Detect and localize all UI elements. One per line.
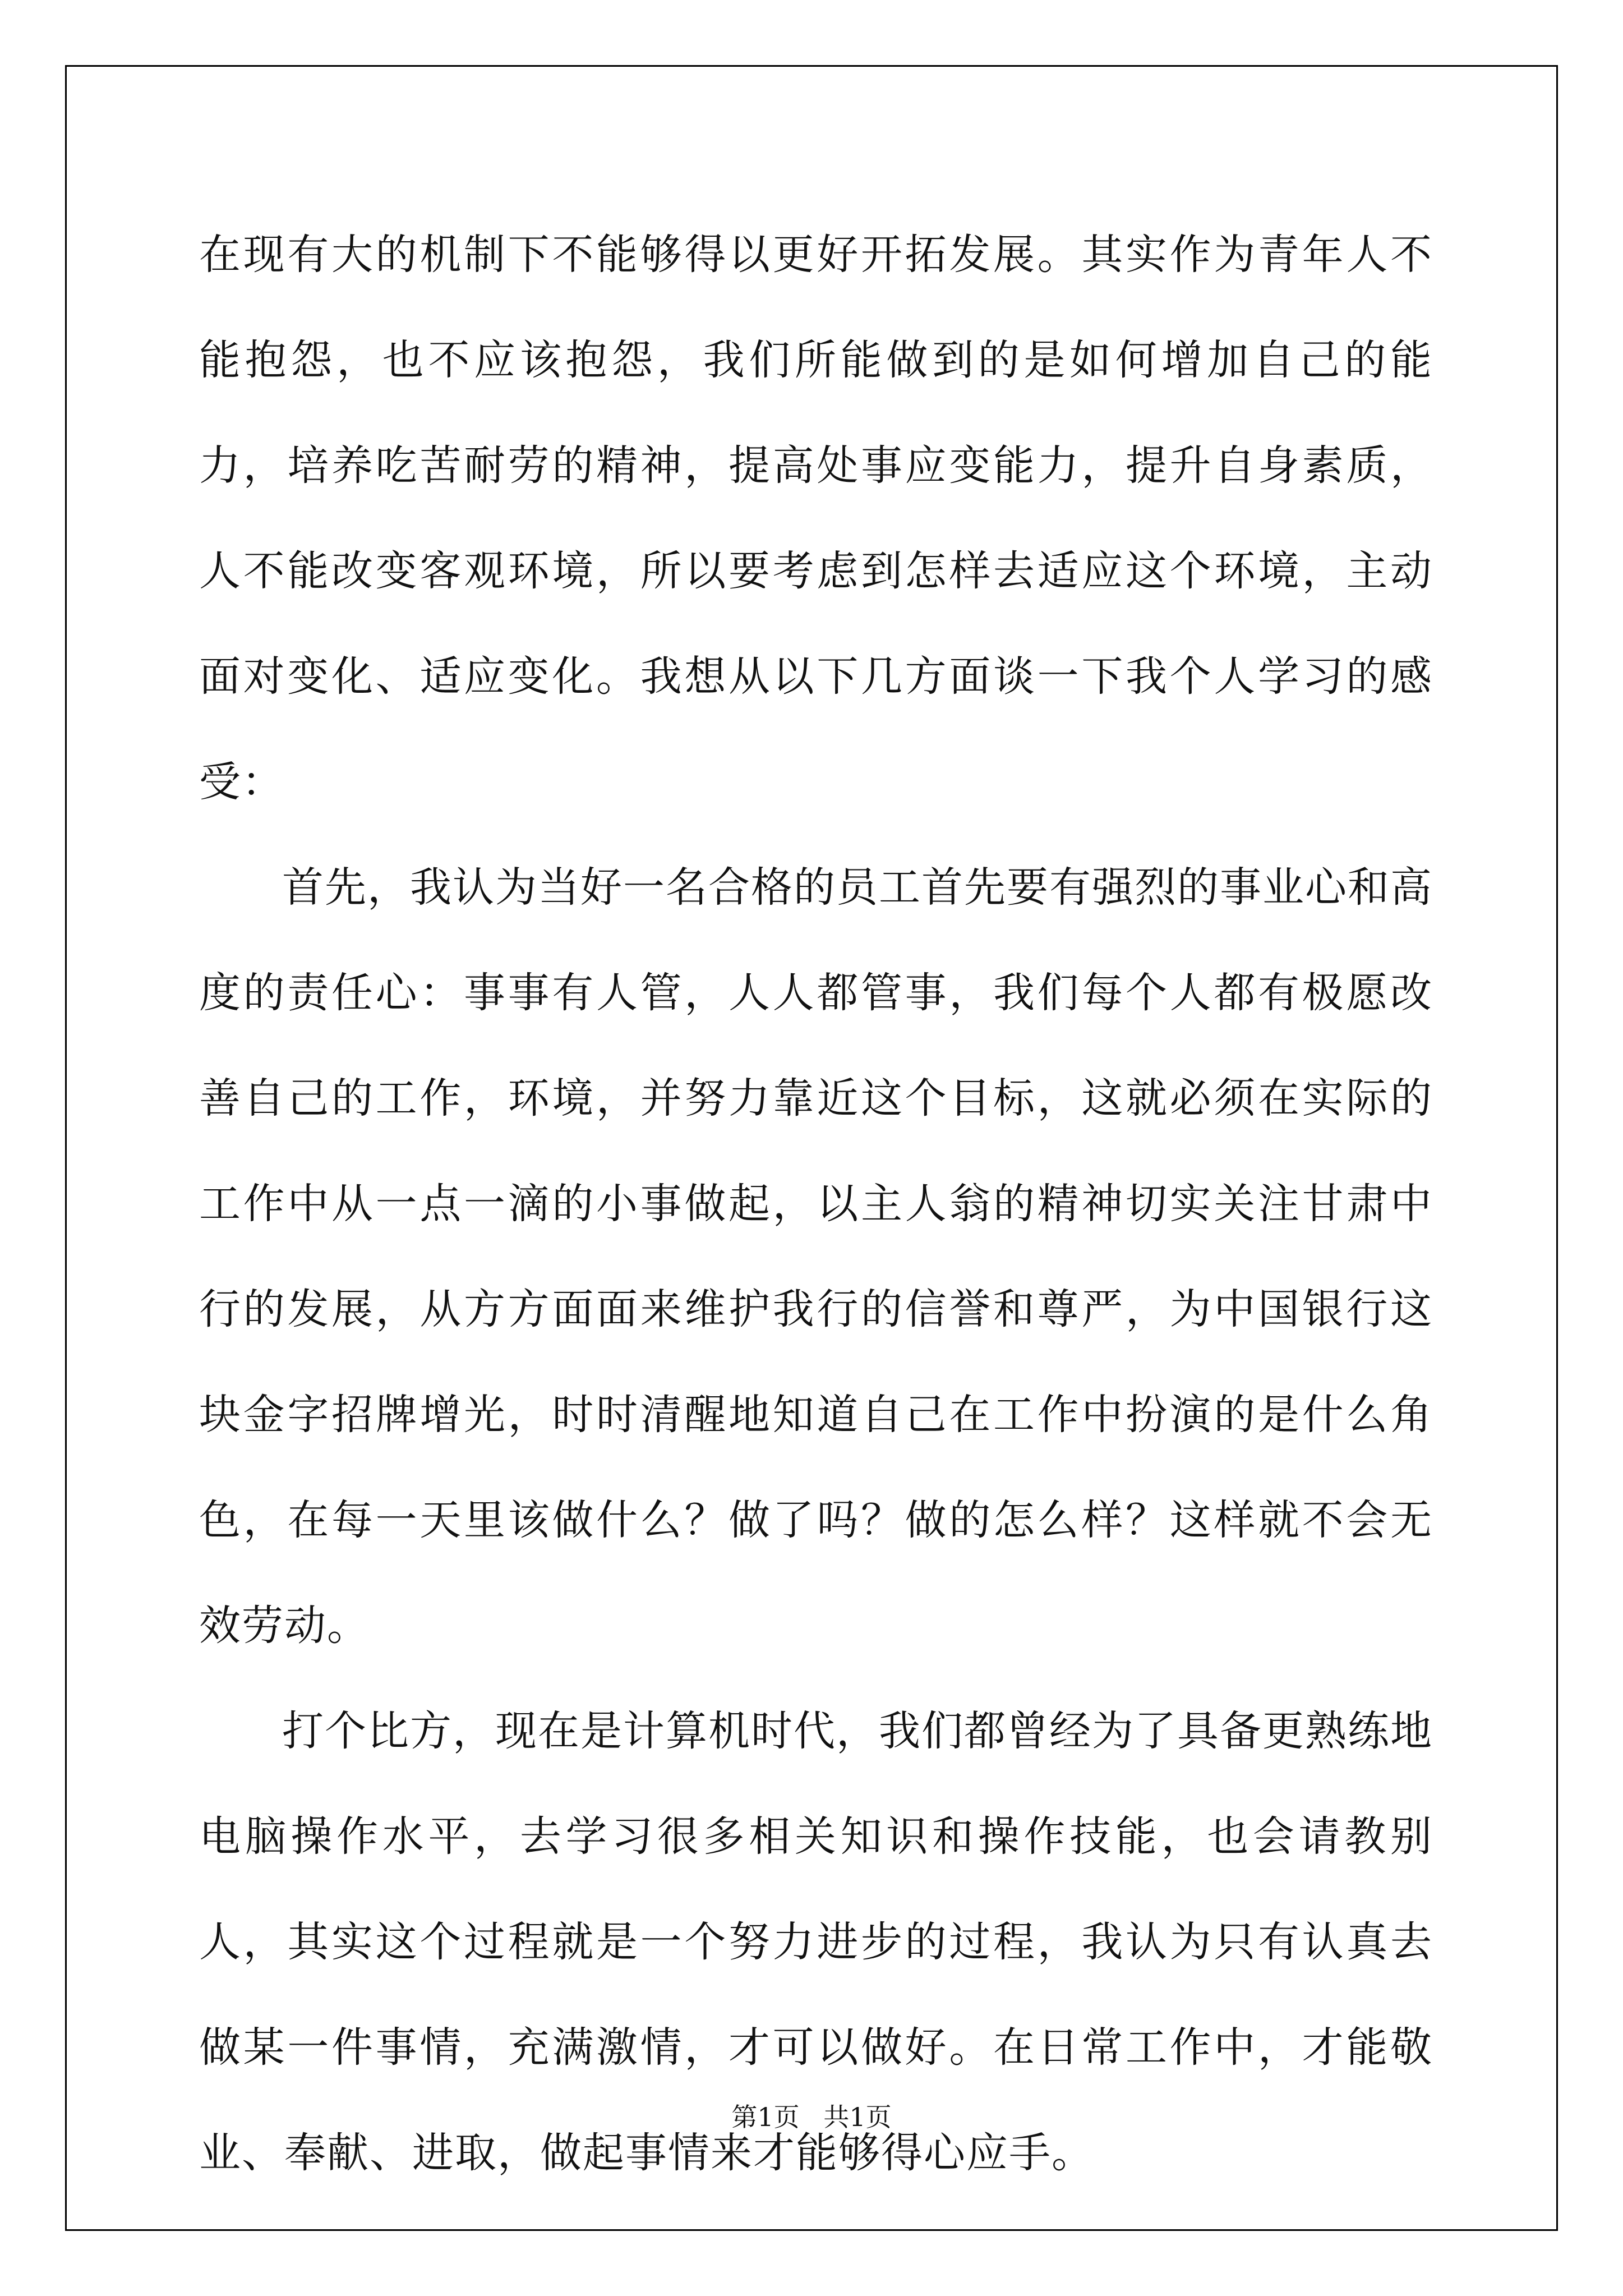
paragraph-2: 首先，我认为当好一名合格的员工首先要有强烈的事业心和高度的责任心：事事有人管，人人都管事，我们每个人都有极愿改善自己的工作，环境，并努力靠近这个目标，这就必须在实际的工作中从一点一滴的小事做起，以主人翁的精神切实关注甘肃中行的发展，从方方面面来维护我行的信誉和尊严，为中国银行这块金字招牌增光，时时清醒地知道自己在工作中扮演的是什么角色，在每一天里该做什么？做了吗？做的怎么样？这样就不会无效劳动。 [199, 863, 1433, 1650]
paragraph-1: 在现有大的机制下不能够得以更好开拓发展。其实作为青年人不能抱怨，也不应该抱怨，我们所能做到的是如何增加自己的能力，培养吃苦耐劳的精神，提高处事应变能力，提升自身素质，人不能改变客观环境，所以要考虑到怎样去适应这个环境，主动面对变化、适应变化。我想从以下几方面谈一下我个人学习的感受： [199, 231, 1433, 806]
page-number-current: 第1页 [731, 2102, 800, 2132]
page-footer [0, 2097, 1623, 2134]
document-body [199, 202, 1433, 2206]
page-number-total: 共1页 [823, 2102, 892, 2132]
paragraph-3: 打个比方，现在是计算机时代，我们都曾经为了具备更熟练地电脑操作水平，去学习很多相关知识和操作技能，也会请教别人，其实这个过程就是一个努力进步的过程，我认为只有认真去做某一件事情，充满激情，才可以做好。在日常工作中，才能敬业、奉献、进取，做起事情来才能够得心应手。 [199, 1707, 1433, 2177]
